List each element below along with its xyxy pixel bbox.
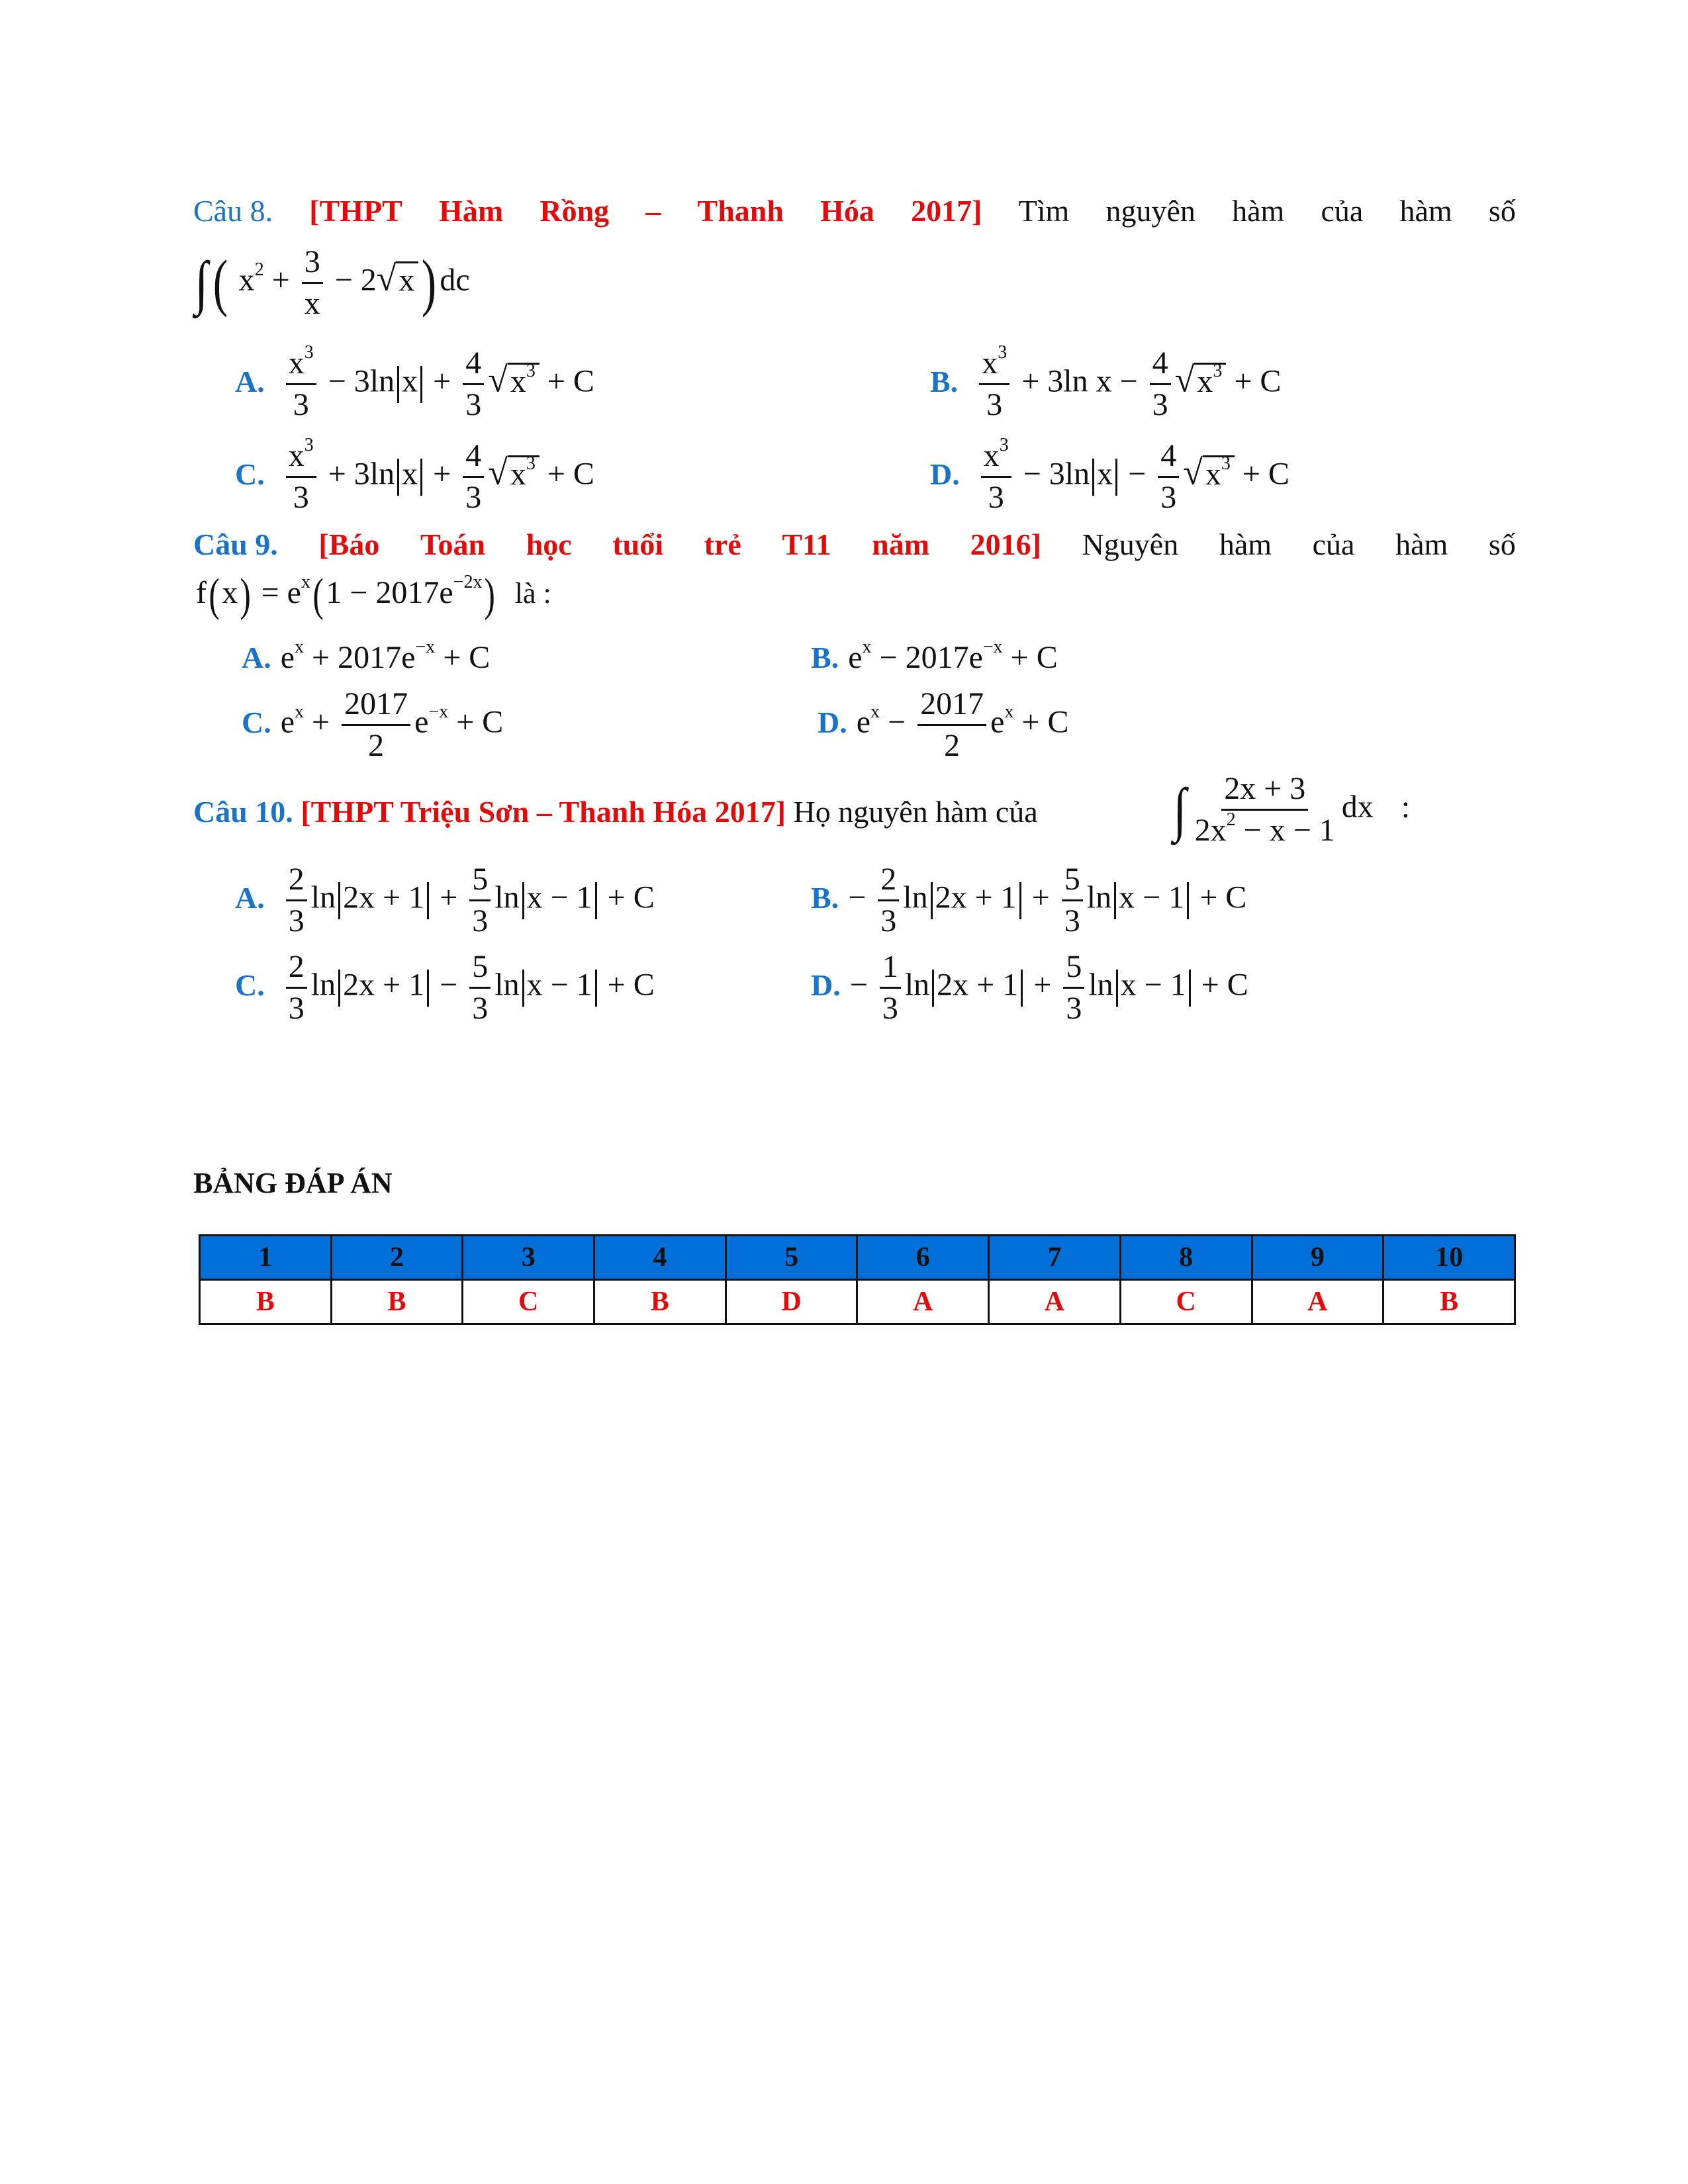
q10-option-c[interactable]: C. $\frac{2}{3}$ ln 2x + 1 − $\frac{5}{3}$ ln x − 1 + C <box>235 949 655 1026</box>
q9-source-3: học <box>526 527 572 561</box>
q9-option-a[interactable]: A. $e^x + 2017e^{-x} + C$ <box>242 637 491 675</box>
question-number: 3 <box>463 1236 594 1280</box>
q9-source-5: trẻ <box>704 527 741 561</box>
question-number: 5 <box>726 1236 857 1280</box>
answer-cell: A <box>989 1280 1121 1324</box>
q10-label: Câu 10. <box>193 795 293 829</box>
answer-table-heading: BẢNG ĐÁP ÁN <box>193 1167 393 1199</box>
question-number: 2 <box>331 1236 463 1280</box>
q9-option-b[interactable]: B. $e^x - 2017e^{-x} + C$ <box>811 637 1058 675</box>
q10-option-b[interactable]: B. − $\frac{2}{3}$ ln 2x + 1 + $\frac{5}{3}$ ln x − 1 + C <box>811 862 1247 938</box>
q9-word-3: của <box>1312 527 1355 561</box>
q8-word-6: số <box>1488 194 1516 228</box>
q8-option-a[interactable]: A. $\frac{x^3}{3}$ − 3ln x + $\frac{4}{3}$ $√x^3 + C$ <box>235 342 594 422</box>
q9-source-4: tuổi <box>612 527 663 561</box>
q9-suffix: là : <box>514 577 551 610</box>
q8-option-c[interactable]: C. $\frac{x^3}{3}$ + 3ln x + $\frac{4}{3}$ $√x^3 + C$ <box>235 435 594 515</box>
q9-source-6: T11 <box>782 527 831 561</box>
question-number: 6 <box>857 1236 989 1280</box>
q9-option-c[interactable]: C. $e^x$ + $\frac{2017}{2}$ $e^{-x} + C$ <box>242 686 504 763</box>
question-number: 7 <box>989 1236 1121 1280</box>
answer-cell: C <box>463 1280 594 1324</box>
q10-suffix: : <box>1401 789 1411 825</box>
q8-source-6: Hóa <box>820 194 874 228</box>
q8-option-b[interactable]: B. $\frac{x^3}{3}$ + 3ln x − $\frac{4}{3}$ $√x^3 + C$ <box>930 342 1282 422</box>
q8-label: Câu 8. <box>193 194 273 228</box>
answer-table-answer-row <box>200 1280 1515 1324</box>
q8-word-3: hàm <box>1232 194 1285 228</box>
q9-source-7: năm <box>872 527 930 561</box>
q9-source-2: Toán <box>420 527 486 561</box>
q8-word-4: của <box>1321 194 1364 228</box>
answer-cell: C <box>1120 1280 1252 1324</box>
q9-word-2: hàm <box>1219 527 1272 561</box>
q8-integral: ∫( $x^2$ + $\frac{3}{x}$ − 2√x )dc <box>195 244 470 321</box>
q9-source-8: 2016] <box>970 527 1041 561</box>
question-number: 8 <box>1120 1236 1252 1280</box>
answer-cell: A <box>1252 1280 1383 1324</box>
answer-cell: B <box>200 1280 332 1324</box>
answer-cell: B <box>331 1280 463 1324</box>
answer-cell: D <box>726 1280 857 1324</box>
question-number: 1 <box>200 1236 332 1280</box>
q8-source-3: Rồng <box>539 194 610 228</box>
q9-heading <box>193 527 1516 562</box>
q10-integral: ∫ $\frac{2x + 3}{2x^2 - x - 1}$ dx : <box>1173 771 1411 848</box>
question-number: 10 <box>1383 1236 1515 1280</box>
answer-cell: B <box>1383 1280 1515 1324</box>
answer-table <box>199 1234 1516 1325</box>
q8-word-5: hàm <box>1399 194 1452 228</box>
question-number: 9 <box>1252 1236 1383 1280</box>
q9-word-1: Nguyên <box>1082 527 1179 561</box>
q9-word-4: hàm <box>1395 527 1448 561</box>
q10-option-a[interactable]: A. $\frac{2}{3}$ ln 2x + 1 + $\frac{5}{3}$ ln x − 1 + C <box>235 862 655 938</box>
question-number: 4 <box>594 1236 726 1280</box>
q8-source-2: Hàm <box>439 194 504 228</box>
q8-heading <box>193 193 1516 228</box>
q8-source-1: [THPT <box>309 194 402 228</box>
q8-source-7: 2017] <box>911 194 982 228</box>
answer-cell: B <box>594 1280 726 1324</box>
q9-label: Câu 9. <box>193 527 278 561</box>
q8-word-1: Tìm <box>1018 194 1070 228</box>
q10-source: [THPT Triệu Sơn – Thanh Hóa 2017] <box>301 795 786 829</box>
q9-source-1: [Báo <box>318 527 380 561</box>
q10-option-d[interactable]: D. − $\frac{1}{3}$ ln 2x + 1 + $\frac{5}{3}$ ln x − 1 + C <box>811 949 1248 1026</box>
q8-source-5: Thanh <box>697 194 784 228</box>
answer-table-header-row <box>200 1236 1515 1280</box>
q8-option-d[interactable]: D. $\frac{x^3}{3}$ − 3ln x − $\frac{4}{3}$ $√x^3 + C$ <box>930 435 1289 515</box>
q8-word-2: nguyên <box>1105 194 1196 228</box>
answer-cell: A <box>857 1280 989 1324</box>
q8-source-4: – <box>645 194 661 228</box>
q10-text: Họ nguyên hàm của <box>793 795 1038 829</box>
q9-option-d[interactable]: D. $e^x$ − $\frac{2017}{2}$ $e^x + C$ <box>818 686 1069 763</box>
q10-heading <box>193 794 1038 829</box>
q9-word-5: số <box>1488 527 1516 561</box>
q9-function: $f(x) = e^x(1 - 2017e^{-2x})$ là : <box>196 570 551 621</box>
